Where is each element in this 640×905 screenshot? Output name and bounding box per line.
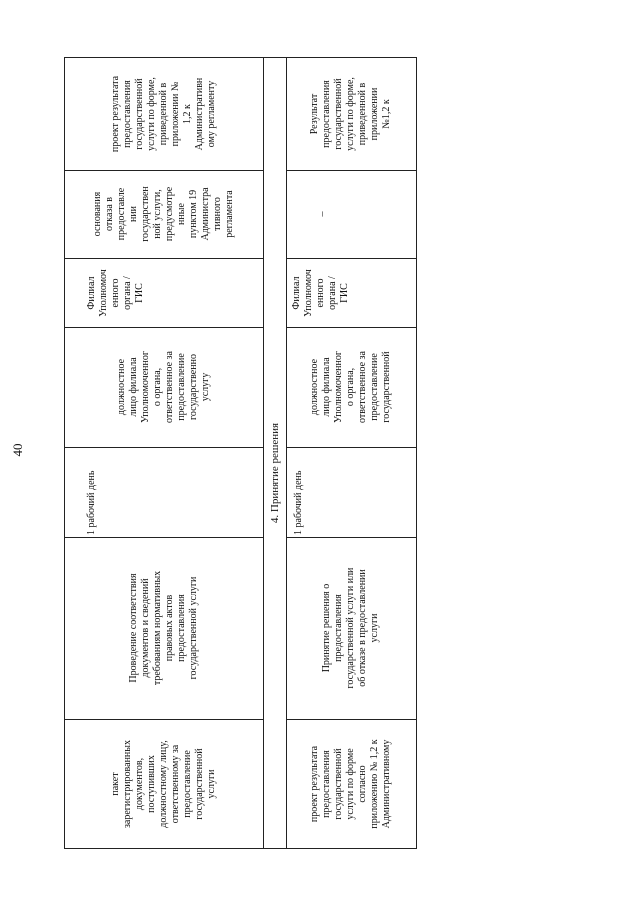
cell-text-line: ГИС (339, 282, 350, 303)
cell-text-line: государственной (193, 747, 205, 820)
cell-text-line: предоставления (175, 594, 187, 662)
cell-text-line: ной услуги, (151, 189, 163, 239)
cell-text-line: проект результата (109, 75, 121, 152)
cell-text (128, 539, 200, 717)
cell-text-line: должностное (309, 358, 320, 416)
cell-text-line: основания (91, 191, 103, 237)
cell-bottom-col7 (286, 57, 416, 170)
cell-top-col6 (64, 170, 263, 258)
cell-text-line: Административн (193, 77, 205, 150)
cell-text-line: приведенной в (357, 82, 368, 145)
cell-text-line: Принятие решения о (321, 583, 332, 673)
cell-text-line: лицо филиала (321, 357, 332, 417)
cell-text-line: государственной (333, 77, 344, 150)
cell-top-col7 (64, 57, 263, 170)
cell-text-line: приложении (369, 87, 380, 140)
cell-top-col2 (64, 537, 263, 719)
cell-text-line: документов, (133, 757, 145, 810)
cell-text (110, 721, 218, 846)
cell-text-line: 1,2 к (181, 103, 193, 124)
cell-top-col1 (64, 719, 263, 848)
cell-text (110, 59, 218, 168)
cell-text-line: Филиал (291, 275, 302, 310)
cell-text-line: №1,2 к (381, 98, 392, 129)
cell-text-line: ответственное за (357, 351, 368, 423)
section-heading-cell (264, 57, 286, 848)
cell-text-line: государственной услуги или (345, 567, 356, 689)
cell-text-line: приложении № (169, 81, 181, 146)
cell-text-line: тивного (211, 197, 223, 231)
cell-text-line: предоставления (321, 79, 332, 148)
cell-text-line: услуги (369, 613, 380, 643)
cell-bottom-col4 (286, 327, 416, 447)
cell-text-line: государствен (139, 186, 151, 242)
cell-text-line: предоставле (115, 187, 127, 241)
cell-text-line: услуги (205, 769, 217, 798)
page-number: 40 (10, 443, 25, 457)
cell-text-line: пакет (109, 771, 121, 796)
table-border-bottom (64, 848, 417, 849)
section-heading: 4. Принятие решения (269, 422, 281, 523)
cell-text-line: Уполномоч (303, 268, 314, 317)
cell-text-line: услуги по форме (345, 747, 356, 820)
cell-text-line: государственно (187, 354, 199, 420)
cell-text-line: должностному лицу, (157, 739, 169, 828)
cell-text-line: правовых актов (163, 594, 175, 662)
cell-text-line: нные (175, 203, 187, 225)
cell-text (86, 449, 98, 535)
cell-text-line: Результат (309, 93, 320, 134)
cell-text-line: о органа, (151, 367, 163, 407)
cell-text (321, 539, 381, 717)
cell-text-line: Проведение соответствия (127, 573, 139, 683)
cell-text (293, 449, 305, 535)
cell-text-line: – (317, 211, 328, 217)
cell-text-line: Администра (199, 187, 211, 241)
table-border-right (416, 57, 417, 849)
cell-text (92, 172, 236, 256)
cell-text-line: предоставление (369, 353, 380, 421)
cell-text-line: органа / (121, 275, 133, 310)
cell-text-line: проект результата (309, 745, 320, 822)
cell-text-line: предоставления (121, 79, 133, 148)
cell-text-line: лицо филиала (127, 357, 139, 417)
cell-text-line: услугу (199, 372, 211, 402)
cell-text-line: предоставление (175, 353, 187, 421)
cell-text-line: регламента (223, 190, 235, 238)
cell-text-line: государственной (133, 77, 145, 150)
cell-text-line: услуги по форме, (145, 76, 157, 151)
cell-text-line: об отказе в предоставлении (357, 569, 368, 687)
cell-text-line: пунктом 19 (187, 189, 199, 239)
cell-text-line: предоставления (333, 594, 344, 662)
cell-text-line: Уполномоч (97, 268, 109, 317)
cell-bottom-col3 (286, 447, 416, 537)
cell-text-line: документов и сведений (139, 578, 151, 678)
cell-text-line: ому регламенту (205, 80, 217, 147)
cell-text-line: Уполномоченног (139, 351, 151, 423)
cell-text-line: отказа в (103, 197, 115, 231)
cell-text-line: ГИС (133, 282, 145, 303)
cell-text-line: Административному (381, 739, 392, 828)
cell-text-line: ответственному за (169, 744, 181, 823)
cell-text-line: государственной (333, 747, 344, 820)
cell-text-line: услуги по форме, (345, 76, 356, 151)
cell-text-line: енного (315, 278, 326, 307)
cell-text-line: органа / (327, 275, 338, 310)
cell-text (309, 721, 393, 846)
cell-text-line: приведенной в (157, 82, 169, 145)
cell-text-line: о органа, (345, 367, 356, 407)
cell-text-line: Филиал (85, 275, 97, 310)
cell-bottom-col5 (286, 258, 416, 327)
cell-text (86, 260, 146, 325)
cell-text-line: согласно (357, 764, 368, 803)
cell-text-line: должностное (115, 358, 127, 416)
cell-text (309, 59, 393, 168)
cell-top-col3 (64, 447, 263, 537)
cell-top-col5 (64, 258, 263, 327)
cell-text-line: государственной (381, 351, 392, 423)
cell-text-line: предоставление (181, 749, 193, 818)
cell-text-line: 1 рабочий день (85, 470, 97, 535)
cell-text-line: енного (109, 278, 121, 307)
cell-text-line: зарегистрированных (121, 739, 133, 828)
cell-bottom-col6 (286, 170, 416, 258)
cell-text-line: государственной услуги (187, 576, 199, 680)
cell-text-line: требованиям нормативных (151, 570, 163, 686)
cell-text-line: 1 рабочий день (293, 470, 304, 535)
cell-bottom-col1 (286, 719, 416, 848)
cell-text (116, 329, 212, 445)
cell-text-line: приложению № 1,2 к (369, 738, 380, 829)
cell-text-line: Уполномоченног (333, 351, 344, 423)
cell-text-line: ответственное за (163, 351, 175, 423)
cell-top-col4 (64, 327, 263, 447)
cell-text-line: предусмотре (163, 186, 175, 242)
cell-text (291, 260, 351, 325)
cell-text-line: поступивших (145, 754, 157, 813)
cell-bottom-col2 (286, 537, 416, 719)
cell-text (317, 172, 329, 256)
cell-text-line: нии (127, 205, 139, 223)
cell-text (309, 329, 393, 445)
cell-text-line: предоставления (321, 749, 332, 818)
